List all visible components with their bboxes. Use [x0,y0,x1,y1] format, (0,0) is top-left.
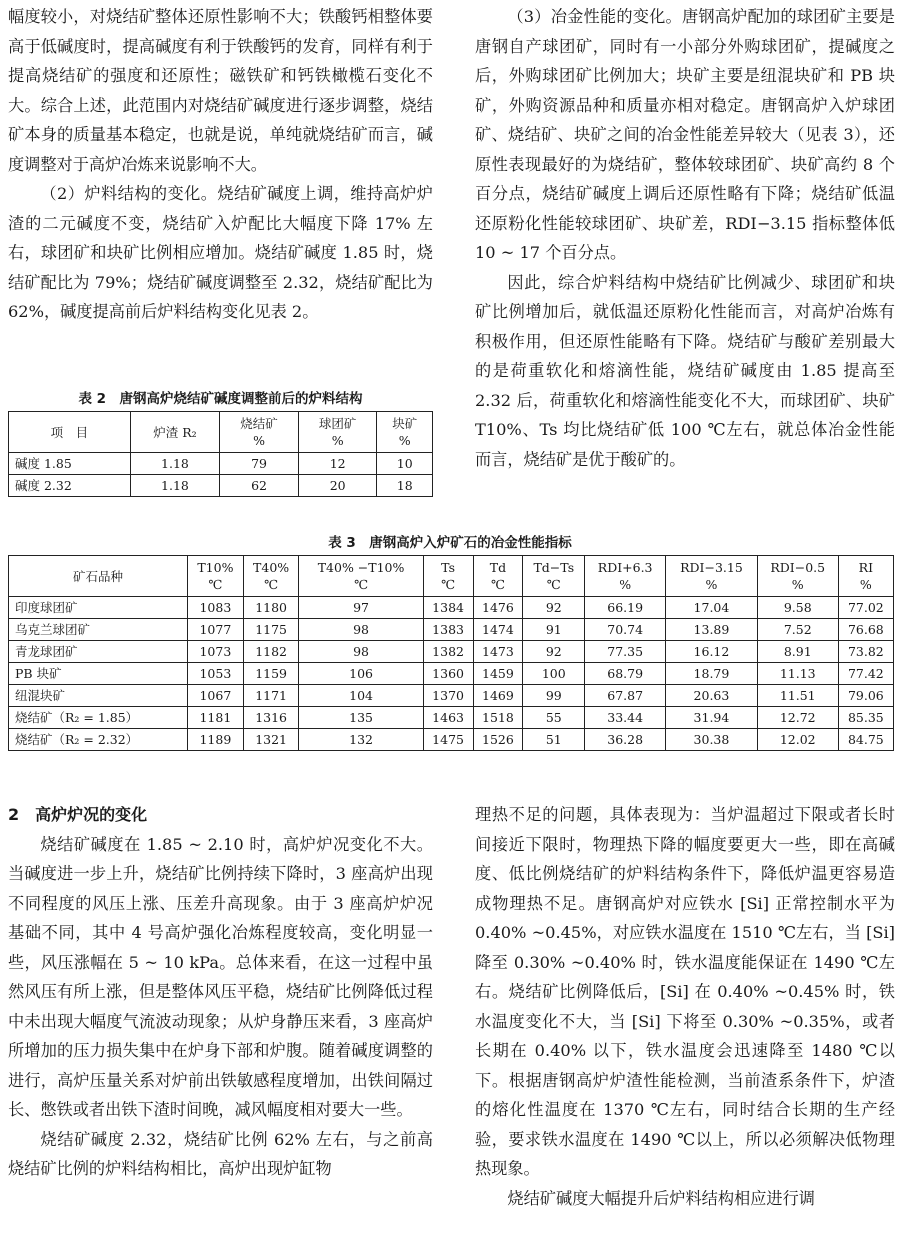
table3-cell: 纽混块矿 [9,685,188,707]
table2-cell: 20 [298,475,377,497]
table3-header-name: Td [489,560,507,575]
paragraph-sinter-quality: 幅度较小，对烧结矿整体还原性影响不大；铁酸钙相整体要高于低碱度时，提高碱度有利于铁酸钙的发育，同样有利于提高烧结矿的强度和还原性；磁铁矿和钙铁橄榄石变化不大。综合上述，此范围内对烧结矿碱度进行逐步调整，烧结矿本身的质量基本稳定，也就是说，单纯就烧结矿而言，碱度调整对于高炉冶炼来说影响不大。 [8,7,433,174]
table3-row [9,685,894,707]
table2-header-unit: % [331,433,344,448]
table3-cell: 1473 [473,641,523,663]
table3-cell: 1181 [188,707,244,729]
table3-cell: 1383 [423,619,473,641]
table3-cell: 91 [523,619,585,641]
paragraph-burden-structure: （2）炉料结构的变化。烧结矿碱度上调，维持高炉炉渣的二元碱度不变，烧结矿入炉配比大幅度下降 17% 左右，球团矿和块矿比例相应增加。烧结矿碱度 1.85 时，烧结矿配比为 79%；烧结矿碱度调整至 2.32，烧结矿配比为 62%，碱度提高前后炉料结构变化见表 2。 [8,184,433,321]
table2-header-cell [298,412,377,453]
table3-cell: 100 [523,663,585,685]
table3-cell: 77.02 [838,597,893,619]
table3-cell: 1476 [473,597,523,619]
table3-header-name: T40% [253,560,290,575]
table3-cell: 97 [299,597,423,619]
table3-header-unit: ℃ [264,577,279,592]
table3-cell: 1384 [423,597,473,619]
table3-header-cell [9,556,188,597]
table2-header-cell [9,412,131,453]
table3-cell: 17.04 [666,597,758,619]
table3-header-name: RI [858,560,874,575]
table3-header-cell [523,556,585,597]
right-column-lower [475,800,895,1213]
paragraph-furnace-condition: 烧结矿碱度在 1.85 ~ 2.10 时，高炉炉况变化不大。当碱度进一步上升，烧结矿比例持续下降时，3 座高炉出现不同程度的风压上涨、压差升高现象。由于 3 座高炉炉况基础不同，其中 4 号高炉强化冶炼程度较高，变化明显一些，风压涨幅在 5 ~ 10 kPa。总体来看，在这一过程中虽然风压有所上涨，但是整体风压平稳，烧结矿比例降低过程中未出现大幅度气流波动现象；从炉身静压来看，3 座高炉所增加的压力损失集中在炉身下部和炉腹。随着碱度调整的进行，高炉压量关系对炉前出铁敏感程度增加，出铁间隔过长、憋铁或者出铁下渣时间晚，减风幅度相对要大一些。 [8,834,433,1119]
table3-cell: 13.89 [666,619,758,641]
table3-caption: 表 3 唐钢高炉入炉矿石的冶金性能指标 [328,535,572,551]
table3-cell: 1159 [243,663,299,685]
table2-caption: 表 2 唐钢高炉烧结矿碱度调整前后的炉料结构 [78,391,363,407]
table2-cell: 1.18 [130,475,220,497]
table3-cell: 79.06 [838,685,893,707]
table2-header-unit: % [398,433,411,448]
table3-cell: 烧结矿（R₂ = 1.85） [9,707,188,729]
table3-header-unit: ℃ [546,577,561,592]
table3-header-cell [299,556,423,597]
table2-cell: 18 [377,475,433,497]
table3-cell: 1182 [243,641,299,663]
table3-cell: 1526 [473,729,523,751]
table3-header-unit: ℃ [208,577,223,592]
paragraph-conclusion: 因此，综合炉料结构中烧结矿比例减少、球团矿和块矿比例增加后，就低温还原粉化性能而言，对高炉冶炼有积极作用，但还原性能略有下降。烧结矿与酸矿差别最大的是荷重软化和熔滴性能，烧结矿碱度由 1.85 提高至 2.32 后，荷重软化和熔滴性能变化不大，而球团矿、块矿 T10%、Ts 均比烧结矿低 100 ℃左右，就总体冶金性能而言，烧结矿是优于酸矿的。 [475,272,895,469]
table2-cell: 1.18 [130,453,220,475]
table3-cell: 84.75 [838,729,893,751]
table2-cell: 10 [377,453,433,475]
table3-header-cell [243,556,299,597]
table3-row [9,597,894,619]
table3-cell: 92 [523,597,585,619]
table3-header-name: RDI+6.3 [597,560,653,575]
table3-cell: 1180 [243,597,299,619]
table3-cell: 烧结矿（R₂ = 2.32） [9,729,188,751]
paragraph-metallurgical-change: （3）冶金性能的变化。唐钢高炉配加的球团矿主要是唐钢自产球团矿，同时有一小部分外购球团矿，提碱度之后，外购球团矿比例加大；块矿主要是纽混块矿和 PB 块矿，外购资源品种和质量亦相对稳定。唐钢高炉入炉球团矿、烧结矿、块矿之间的冶金性能差异较大（见表 3），还原性表现最好的为烧结矿，整体较球团矿、块矿高约 8 个百分点，烧结矿碱度上调后还原性略有下降；烧结矿低温还原粉化性能较球团矿、块矿差，RDI−3.15 指标整体低 10 ~ 17 个百分点。 [475,7,895,262]
table3-cell: 18.79 [666,663,758,685]
table2-cell: 12 [298,453,377,475]
table3-cell: 1382 [423,641,473,663]
table3-cell: 106 [299,663,423,685]
table3-cell: 33.44 [585,707,666,729]
table3-cell: 104 [299,685,423,707]
table3-cell: 51 [523,729,585,751]
table3-cell: 9.58 [757,597,838,619]
table3-header-name: RDI−0.5 [770,560,826,575]
table3-cell: 55 [523,707,585,729]
table2-cell: 碱度 2.32 [9,475,131,497]
table2-cell: 碱度 1.85 [9,453,131,475]
table3-cell: 135 [299,707,423,729]
table3-header-cell [473,556,523,597]
table2-header-cell [130,412,220,453]
table3-cell: 1360 [423,663,473,685]
table3 [8,555,894,751]
table2-header-name: 烧结矿 [240,416,278,431]
table2-header-name: 球团矿 [318,416,357,431]
table3-header-row [9,556,894,597]
table3-cell: 11.13 [757,663,838,685]
paragraph-continued: 烧结矿碱度大幅提升后炉料结构相应进行调 [507,1188,815,1208]
table3-cell: 1053 [188,663,244,685]
table3-row [9,619,894,641]
table3-cell: 1469 [473,685,523,707]
table3-cell: 1474 [473,619,523,641]
section-heading: 2 高炉炉况的变化 [8,805,148,824]
table3-header-unit: ℃ [354,577,369,592]
table3-row [9,663,894,685]
table2 [8,411,433,497]
table3-cell: 12.02 [757,729,838,751]
table3-header-cell [666,556,758,597]
table2-header-name: 项 目 [50,424,89,440]
table3-header-cell [757,556,838,597]
table3-cell: 11.51 [757,685,838,707]
table3-row [9,707,894,729]
table2-cell: 79 [220,453,299,475]
table2-header-row [9,412,433,453]
table3-cell: 31.94 [666,707,758,729]
table3-cell: 67.87 [585,685,666,707]
left-column-upper [8,2,433,327]
table3-cell: 77.35 [585,641,666,663]
table3-cell: 85.35 [838,707,893,729]
table3-cell: 132 [299,729,423,751]
table3-header-cell [838,556,893,597]
table3-cell: 12.72 [757,707,838,729]
table3-header-cell [585,556,666,597]
table3-header-unit: % [791,577,804,592]
table2-header-cell [220,412,299,453]
table3-header-cell [188,556,244,597]
table3-cell: 1171 [243,685,299,707]
table3-header-name: RDI−3.15 [680,560,743,575]
table2-header-unit: % [253,433,265,448]
table3-cell: 8.91 [757,641,838,663]
table3-cell: 青龙球团矿 [9,641,188,663]
table2-row [9,475,433,497]
table3-cell: 乌克兰球团矿 [9,619,188,641]
table3-cell: 印度球团矿 [9,597,188,619]
table3-header-unit: % [619,577,632,592]
table3-row [9,729,894,751]
table2-header-cell [377,412,433,453]
table3-header-unit: ℃ [490,577,505,592]
table3-cell: 98 [299,619,423,641]
paragraph-hot-metal-temperature: 理热不足的问题，具体表现为：当炉温超过下限或者长时间接近下限时，物理热下降的幅度要更大一些，即在高碱度、低比例烧结矿的炉料结构条件下，降低炉温更容易造成物理热不足。唐钢高炉对应铁水 [Si] 正常控制水平为 0.40% ~0.45%，对应铁水温度在 1510 ℃左右，当 [Si] 降至 0.30% ~0.40% 时，铁水温度能保证在 1490 ℃左右。烧结矿比例降低后，[Si] 在 0.40% ~0.45% 时，铁水温度变化不大，当 [Si] 下将至 0.30% ~0.35%，或者长期在 0.40% 以下，铁水温度会迅速降至 1480 ℃以下。根据唐钢高炉炉渣性能检测，当前渣系条件下，炉渣的熔化性温度在 1370 ℃左右，同时结合长期的生产经验，要求铁水温度在 1490 ℃以上，所以必须解决低物理热现象。 [475,805,895,1178]
table3-cell: 73.82 [838,641,893,663]
table3-header-cell [423,556,473,597]
table3-cell: 68.79 [585,663,666,685]
table2-header-name: 炉渣 R₂ [153,424,197,440]
table3-cell: 1370 [423,685,473,707]
table2-cell: 62 [220,475,299,497]
table3-cell: 16.12 [666,641,758,663]
table3-cell: 66.19 [585,597,666,619]
table3-cell: 7.52 [757,619,838,641]
left-column-lower [8,800,433,1184]
table3-header-unit: % [705,577,718,592]
table3-cell: 77.42 [838,663,893,685]
table3-cell: 1321 [243,729,299,751]
table3-cell: 1067 [188,685,244,707]
table3-cell: 1475 [423,729,473,751]
table3-cell: 1073 [188,641,244,663]
paragraph-physical-heat: 烧结矿碱度 2.32，烧结矿比例 62% 左右，与之前高烧结矿比例的炉料结构相比，高炉出现炉缸物 [8,1129,433,1178]
table3-cell: 99 [523,685,585,707]
table3-header-unit: ℃ [441,577,456,592]
table3-cell: 1077 [188,619,244,641]
table3-cell: 1175 [243,619,299,641]
table3-cell: 20.63 [666,685,758,707]
table3-cell: 36.28 [585,729,666,751]
table3-cell: 1189 [188,729,244,751]
table3-header-name: T40% −T10% [317,560,405,575]
table3-cell: 1316 [243,707,299,729]
table3-cell: 1459 [473,663,523,685]
right-column-upper [475,2,895,474]
table3-header-unit: % [859,577,872,592]
table3-cell: 92 [523,641,585,663]
table3-row [9,641,894,663]
table3-cell: PB 块矿 [9,663,188,685]
table2-row [9,453,433,475]
table3-header-name: T10% [197,560,234,575]
table3-cell: 70.74 [585,619,666,641]
table3-header-name: Ts [441,560,455,575]
table3-cell: 76.68 [838,619,893,641]
table2-header-name: 块矿 [392,416,418,431]
table3-cell: 1518 [473,707,523,729]
table3-cell: 1463 [423,707,473,729]
table3-header-name: 矿石品种 [73,568,124,584]
table3-cell: 98 [299,641,423,663]
table3-header-name: Td−Ts [533,560,575,575]
table3-cell: 1083 [188,597,244,619]
table3-cell: 30.38 [666,729,758,751]
